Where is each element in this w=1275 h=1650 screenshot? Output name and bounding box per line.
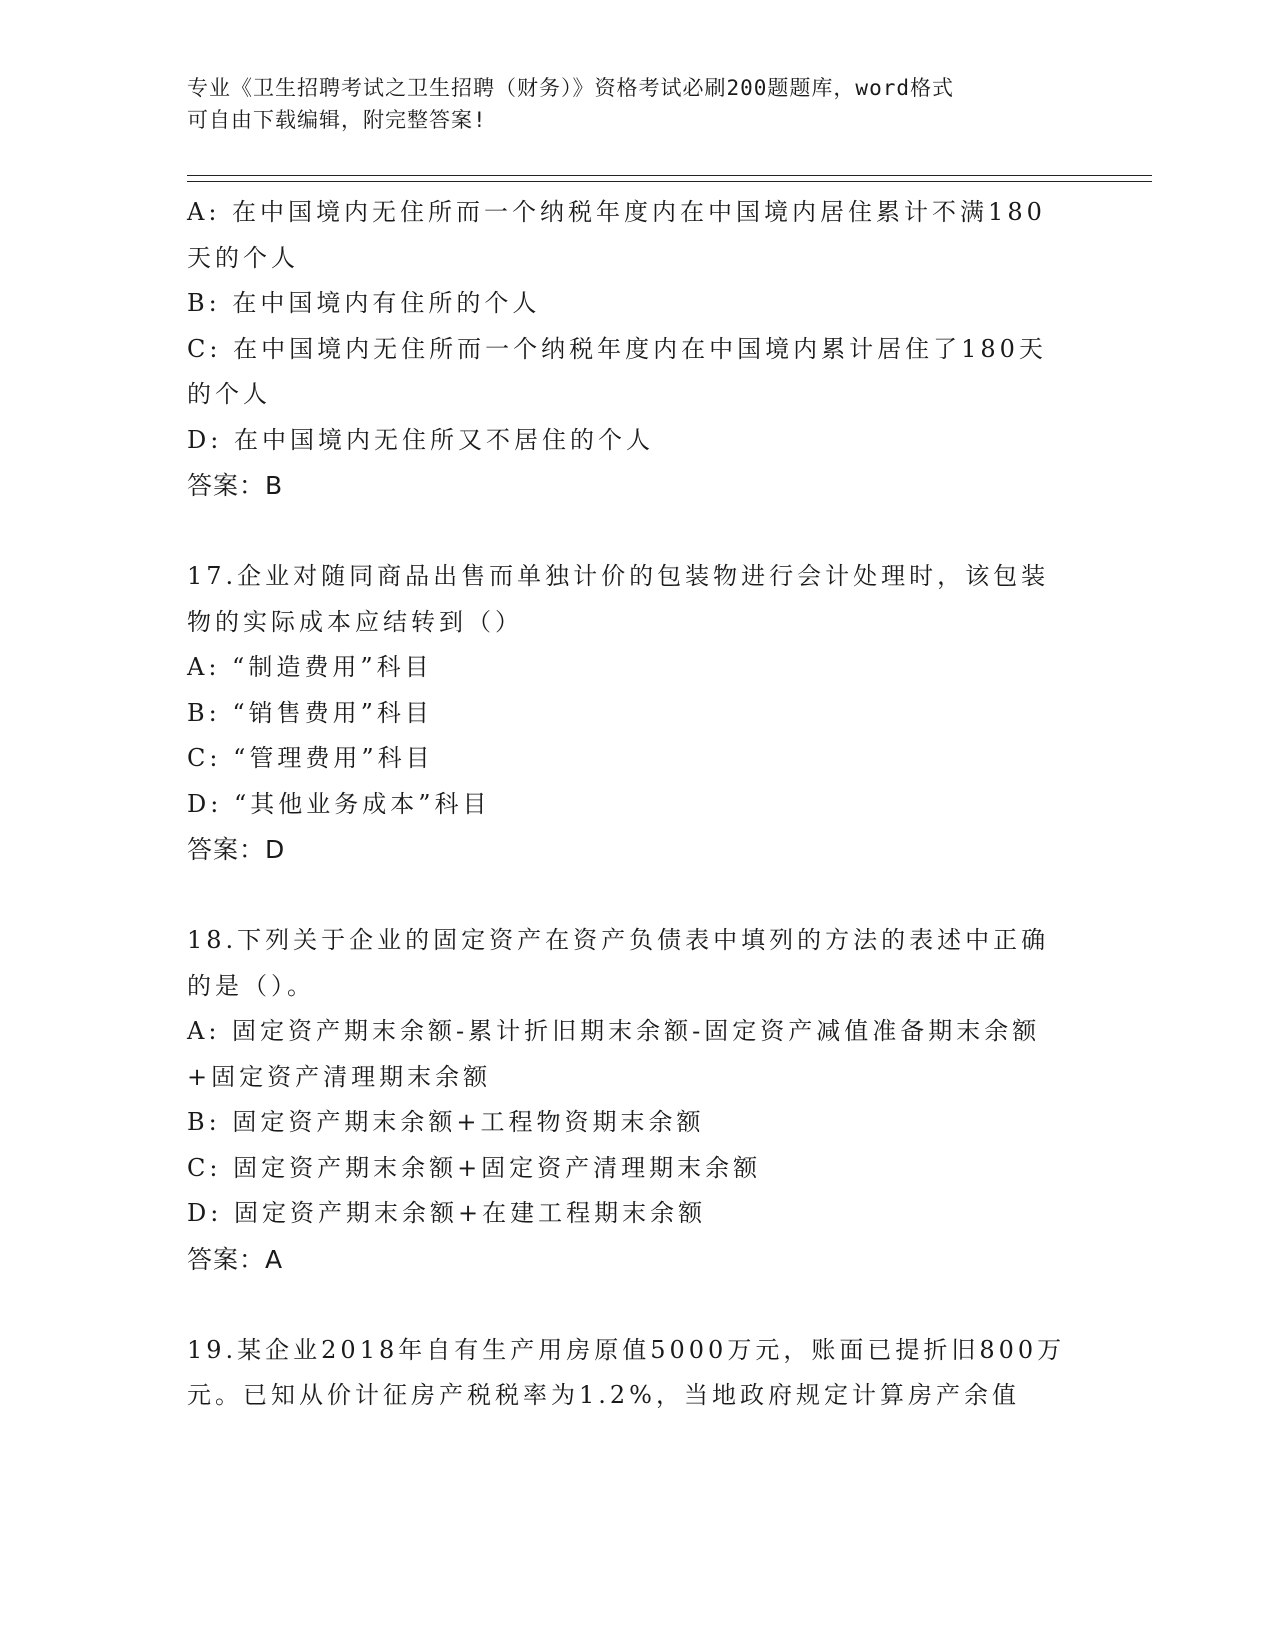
question-stem-line-2: 的是（）。 bbox=[187, 971, 315, 1000]
option-b: B: “销售费用”科目 bbox=[187, 698, 433, 727]
question-stem-line-1: 17.企业对随同商品出售而单独计价的包装物进行会计处理时，该包装 bbox=[187, 562, 1050, 590]
header-title-line-1: 专业《卫生招聘考试之卫生招聘（财务）》资格考试必刷200题题库，word格式 bbox=[187, 76, 954, 100]
question-spacer bbox=[187, 509, 1087, 555]
option-c: C: “管理费用”科目 bbox=[187, 744, 434, 772]
question-spacer bbox=[187, 873, 1087, 919]
option-a-line-2: 天的个人 bbox=[187, 243, 299, 272]
question-18 bbox=[187, 918, 1087, 1282]
question-19 bbox=[187, 1328, 1087, 1419]
option-d: D: “其他业务成本”科目 bbox=[187, 789, 491, 818]
option-a-line-1: A: 在中国境内无住所而一个纳税年度内在中国境内居住累计不满180 bbox=[187, 198, 1046, 226]
answer: 答案：A bbox=[187, 1244, 284, 1274]
option-d: D: 在中国境内无住所又不居住的个人 bbox=[187, 425, 654, 454]
option-a-line-1: A: 固定资产期末余额-累计折旧期末余额-固定资产减值准备期末余额 bbox=[187, 1017, 1041, 1045]
option-c-line-2: 的个人 bbox=[187, 380, 271, 408]
answer: 答案：B bbox=[187, 471, 284, 500]
answer: 答案：D bbox=[187, 835, 286, 864]
header-divider-top bbox=[187, 175, 1152, 176]
header-divider-bottom bbox=[187, 181, 1152, 182]
option-b: B: 在中国境内有住所的个人 bbox=[187, 289, 541, 317]
document-header bbox=[187, 72, 1067, 136]
question-stem-line-1: 18.下列关于企业的固定资产在资产负债表中填列的方法的表述中正确 bbox=[187, 926, 1050, 954]
option-a-line-2: +固定资产清理期末余额 bbox=[187, 1062, 492, 1091]
option-d: D: 固定资产期末余额+在建工程期末余额 bbox=[187, 1199, 707, 1227]
question-content bbox=[187, 190, 1087, 1419]
option-a: A: “制造费用”科目 bbox=[187, 653, 433, 681]
question-spacer bbox=[187, 1282, 1087, 1328]
option-c: C: 固定资产期末余额+固定资产清理期末余额 bbox=[187, 1153, 762, 1182]
question-stem-line-1: 19.某企业2018年自有生产用房原值5000万元，账面已提折旧800万 bbox=[187, 1335, 1066, 1364]
question-16-options bbox=[187, 190, 1087, 509]
option-c-line-1: C: 在中国境内无住所而一个纳税年度内在中国境内累计居住了180天 bbox=[187, 334, 1047, 363]
question-17 bbox=[187, 554, 1087, 873]
header-title-line-2: 可自由下载编辑，附完整答案! bbox=[187, 108, 487, 132]
question-stem-line-2: 物的实际成本应结转到（） bbox=[187, 607, 523, 636]
option-b: B: 固定资产期末余额+工程物资期末余额 bbox=[187, 1108, 705, 1136]
question-stem-line-2: 元。已知从价计征房产税税率为1.2%，当地政府规定计算房产余值 bbox=[187, 1381, 1020, 1409]
